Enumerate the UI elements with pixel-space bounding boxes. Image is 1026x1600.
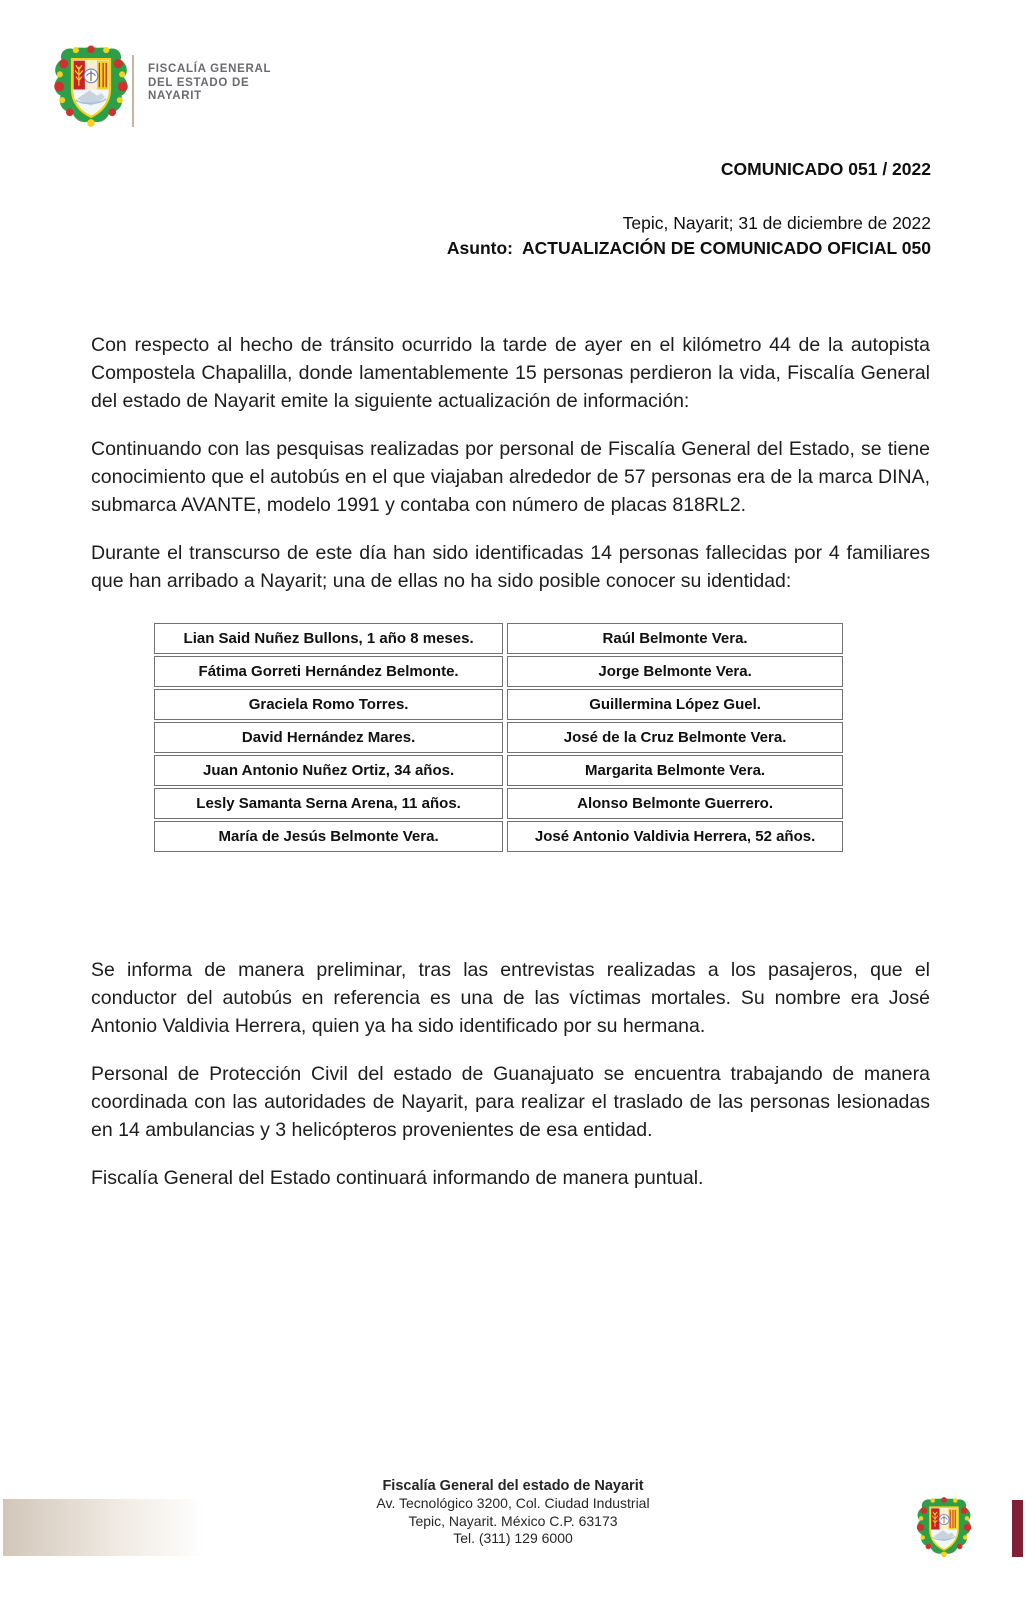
org-name	[148, 63, 271, 104]
org-name-line: DEL ESTADO DE	[148, 76, 250, 89]
footer-phone: Tel. (311) 129 6000	[453, 1530, 573, 1546]
victim-name-cell: Margarita Belmonte Vera.	[507, 755, 843, 786]
victim-name-cell: Lian Said Nuñez Bullons, 1 año 8 meses.	[154, 623, 503, 654]
table-row	[154, 722, 843, 753]
document-body	[91, 331, 930, 1212]
org-name-line: NAYARIT	[148, 90, 202, 103]
victims-table	[150, 621, 847, 854]
footer-address-block	[0, 1477, 1026, 1548]
victim-name-cell: José de la Cruz Belmonte Vera.	[507, 722, 843, 753]
table-row	[154, 788, 843, 819]
paragraph: Se informa de manera preliminar, tras las entrevistas realizadas a los pasajeros, que el conductor del autobús en referencia es una de las víctimas mortales. Su nombre era José Antonio Valdivia Herrera, quien ya ha sido identificado por su hermana.	[91, 959, 930, 1037]
comunicado-title: COMUNICADO 051 / 2022	[720, 159, 931, 179]
paragraph: Continuando con las pesquisas realizadas por personal de Fiscalía General del Estado, se tiene conocimiento que el autobús en el que viajaban alrededor de 57 personas era de la marca DINA, submarca AVANTE, modelo 1991 y contaba con número de placas 818RL2.	[91, 438, 930, 516]
table-row	[154, 656, 843, 687]
header-divider	[132, 55, 134, 127]
victim-name-cell: Jorge Belmonte Vera.	[507, 656, 843, 687]
paragraph: Personal de Protección Civil del estado de Guanajuato se encuentra trabajando de manera coordinada con las autoridades de Nayarit, para realizar el traslado de las personas lesionadas en 14 ambulancias y 3 helicópteros provenientes de esa entidad.	[91, 1063, 930, 1141]
victim-name-cell: Juan Antonio Nuñez Ortiz, 34 años.	[154, 755, 503, 786]
victim-name-cell: José Antonio Valdivia Herrera, 52 años.	[507, 821, 843, 852]
table-row	[154, 755, 843, 786]
victim-name-cell: Fátima Gorreti Hernández Belmonte.	[154, 656, 503, 687]
victim-name-cell: María de Jesús Belmonte Vera.	[154, 821, 503, 852]
victim-name-cell: Graciela Romo Torres.	[154, 689, 503, 720]
footer-accent-bar	[1012, 1500, 1023, 1557]
paragraph: Con respecto al hecho de tránsito ocurrido la tarde de ayer en el kilómetro 44 de la autopista Compostela Chapalilla, donde lamentablemente 15 personas perdieron la vida, Fiscalía General del estado de Nayarit emite la siguiente actualización de información:	[91, 334, 930, 412]
subject-line	[447, 236, 931, 261]
victim-name-cell: Guillermina López Guel.	[507, 689, 843, 720]
nayarit-coat-of-arms-icon	[53, 44, 129, 132]
paragraph: Fiscalía General del Estado continuará informando de manera puntual.	[91, 1167, 704, 1189]
footer-address: Av. Tecnológico 3200, Col. Ciudad Industrial	[376, 1495, 650, 1511]
victim-name-cell: Alonso Belmonte Guerrero.	[507, 788, 843, 819]
dateline: Tepic, Nayarit; 31 de diciembre de 2022	[622, 213, 931, 233]
title-block	[447, 159, 931, 261]
paragraph: Durante el transcurso de este día han sido identificadas 14 personas fallecidas por 4 familiares que han arribado a Nayarit; una de ellas no ha sido posible conocer su identidad:	[91, 542, 930, 592]
table-row	[154, 689, 843, 720]
org-name-line: FISCALÍA GENERAL	[148, 63, 272, 75]
footer-org-name: Fiscalía General del estado de Nayarit	[382, 1478, 644, 1494]
victim-name-cell: Lesly Samanta Serna Arena, 11 años.	[154, 788, 503, 819]
nayarit-coat-of-arms-icon	[916, 1496, 972, 1561]
subject-label: Asunto:	[446, 238, 513, 258]
victim-name-cell: Raúl Belmonte Vera.	[507, 623, 843, 654]
victim-name-cell: David Hernández Mares.	[154, 722, 503, 753]
table-row	[154, 623, 843, 654]
subject-text: ACTUALIZACIÓN DE COMUNICADO OFICIAL 050	[522, 238, 931, 258]
table-row	[154, 821, 843, 852]
footer-city: Tepic, Nayarit. México C.P. 63173	[408, 1512, 618, 1529]
